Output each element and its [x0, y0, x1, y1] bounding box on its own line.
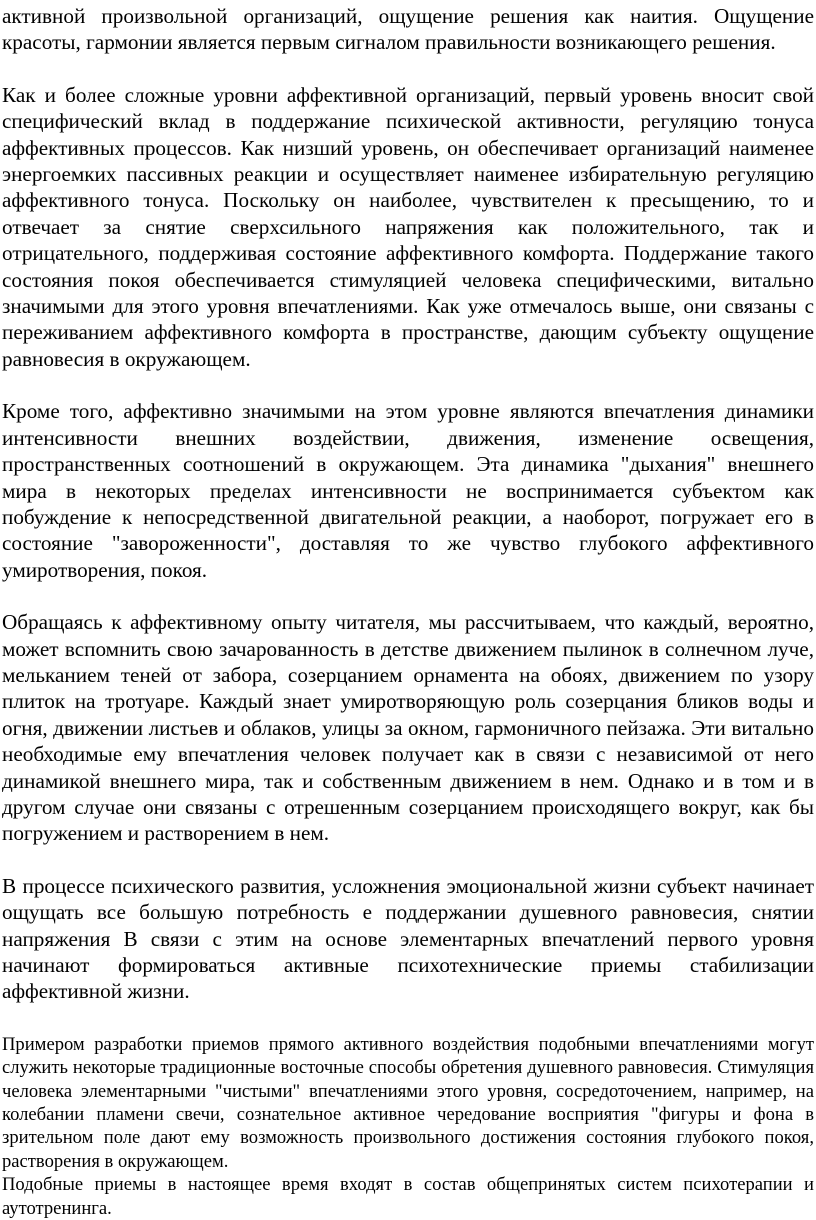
paragraph-1: активной произвольной организаций, ощущение решения как наития. Ощущение красоты, гармонии является первым сигналом правильности возникающего решения. — [2, 4, 814, 55]
paragraph-4: Обращаясь к аффективному опыту читателя, мы рассчитываем, что каждый, вероятно, может вспомнить свою зачарованность в детстве движением пылинок в солнечном луче, мельканием теней от забора, созерцанием орнамента на обоях, движением по узору плиток на тротуаре. Каждый знает умиротворяющую роль созерцания бликов воды и огня, движении листьев и облаков, улицы за окном, гармоничного пейзажа. Эти витально необходимые ему впечатления человек получает как в связи с независимой от него динамикой внешнего мира, так и собственным движением в нем. Однако и в том и в другом случае они связаны с отрешенным созерцанием происходящего вокруг, как бы погружением и растворением в нем. — [2, 610, 814, 846]
paragraph-5: В процессе психического развития, усложнения эмоциональной жизни субъект начинает ощущать все большую потребность е поддержании душевного равновесия, снятии напряжения В связи с этим на основе элементарных впечатлений первого уровня начинают формироваться активные психотехнические приемы стабилизации аффективной жизни. — [2, 873, 814, 1004]
paragraph-2: Как и более сложные уровни аффективной организаций, первый уровень вносит свой специфический вклад в поддержание психической активности, регуляцию тонуса аффективных процессов. Как низший уровень, он обеспечивает организаций наименее энергоемких пассивных реакции и осуществляет наименее избирательную регуляцию аффективного тонуса. Поскольку он наиболее, чувствителен к пресыщению, то и отвечает за снятие сверхсильного напряжения как положительного, так и отрицательного, поддерживая состояние аффективного комфорта. Поддержание такого состояния покоя обеспечивается стимуляцией человека специфическими, витально значимыми для этого уровня впечатлениями. Как уже отмечалось выше, они связаны с переживанием аффективного комфорта в пространстве, дающим субъекту ощущение равновесия в окружающем. — [2, 82, 814, 371]
paragraph-3: Кроме того, аффективно значимыми на этом уровне являются впечатления динамики интенсивности внешних воздействии, движения, изменение освещения, пространственных соотношений в окружающем. Эта динамика "дыхания" внешнего мира в некоторых пределах интенсивности не воспринимается субъектом как побуждение к непосредственной двигательной реакции, а наоборот, погружает его в состояние "завороженности", доставляя то же чувство глубокого аффективного умиротворения, покоя. — [2, 399, 814, 582]
paragraph-6: Примером разработки приемов прямого активного воздействия подобными впечатлениями могут служить некоторые традиционные восточные способы обретения душевного равновесия. Стимуляция человека элементарными "чистыми" впечатлениями этого уровня, сосредоточением, например, на колебании пламени свечи, сознательное активное чередование восприятия "фигуры и фона в зрительном поле дают ему возможность произвольного достижения состояния глубокого покоя, растворения в окружающем. — [2, 1033, 814, 1172]
paragraph-7: Подобные приемы в настоящее время входят в состав общепринятых систем психотерапии и аутотренинга. — [2, 1174, 814, 1219]
